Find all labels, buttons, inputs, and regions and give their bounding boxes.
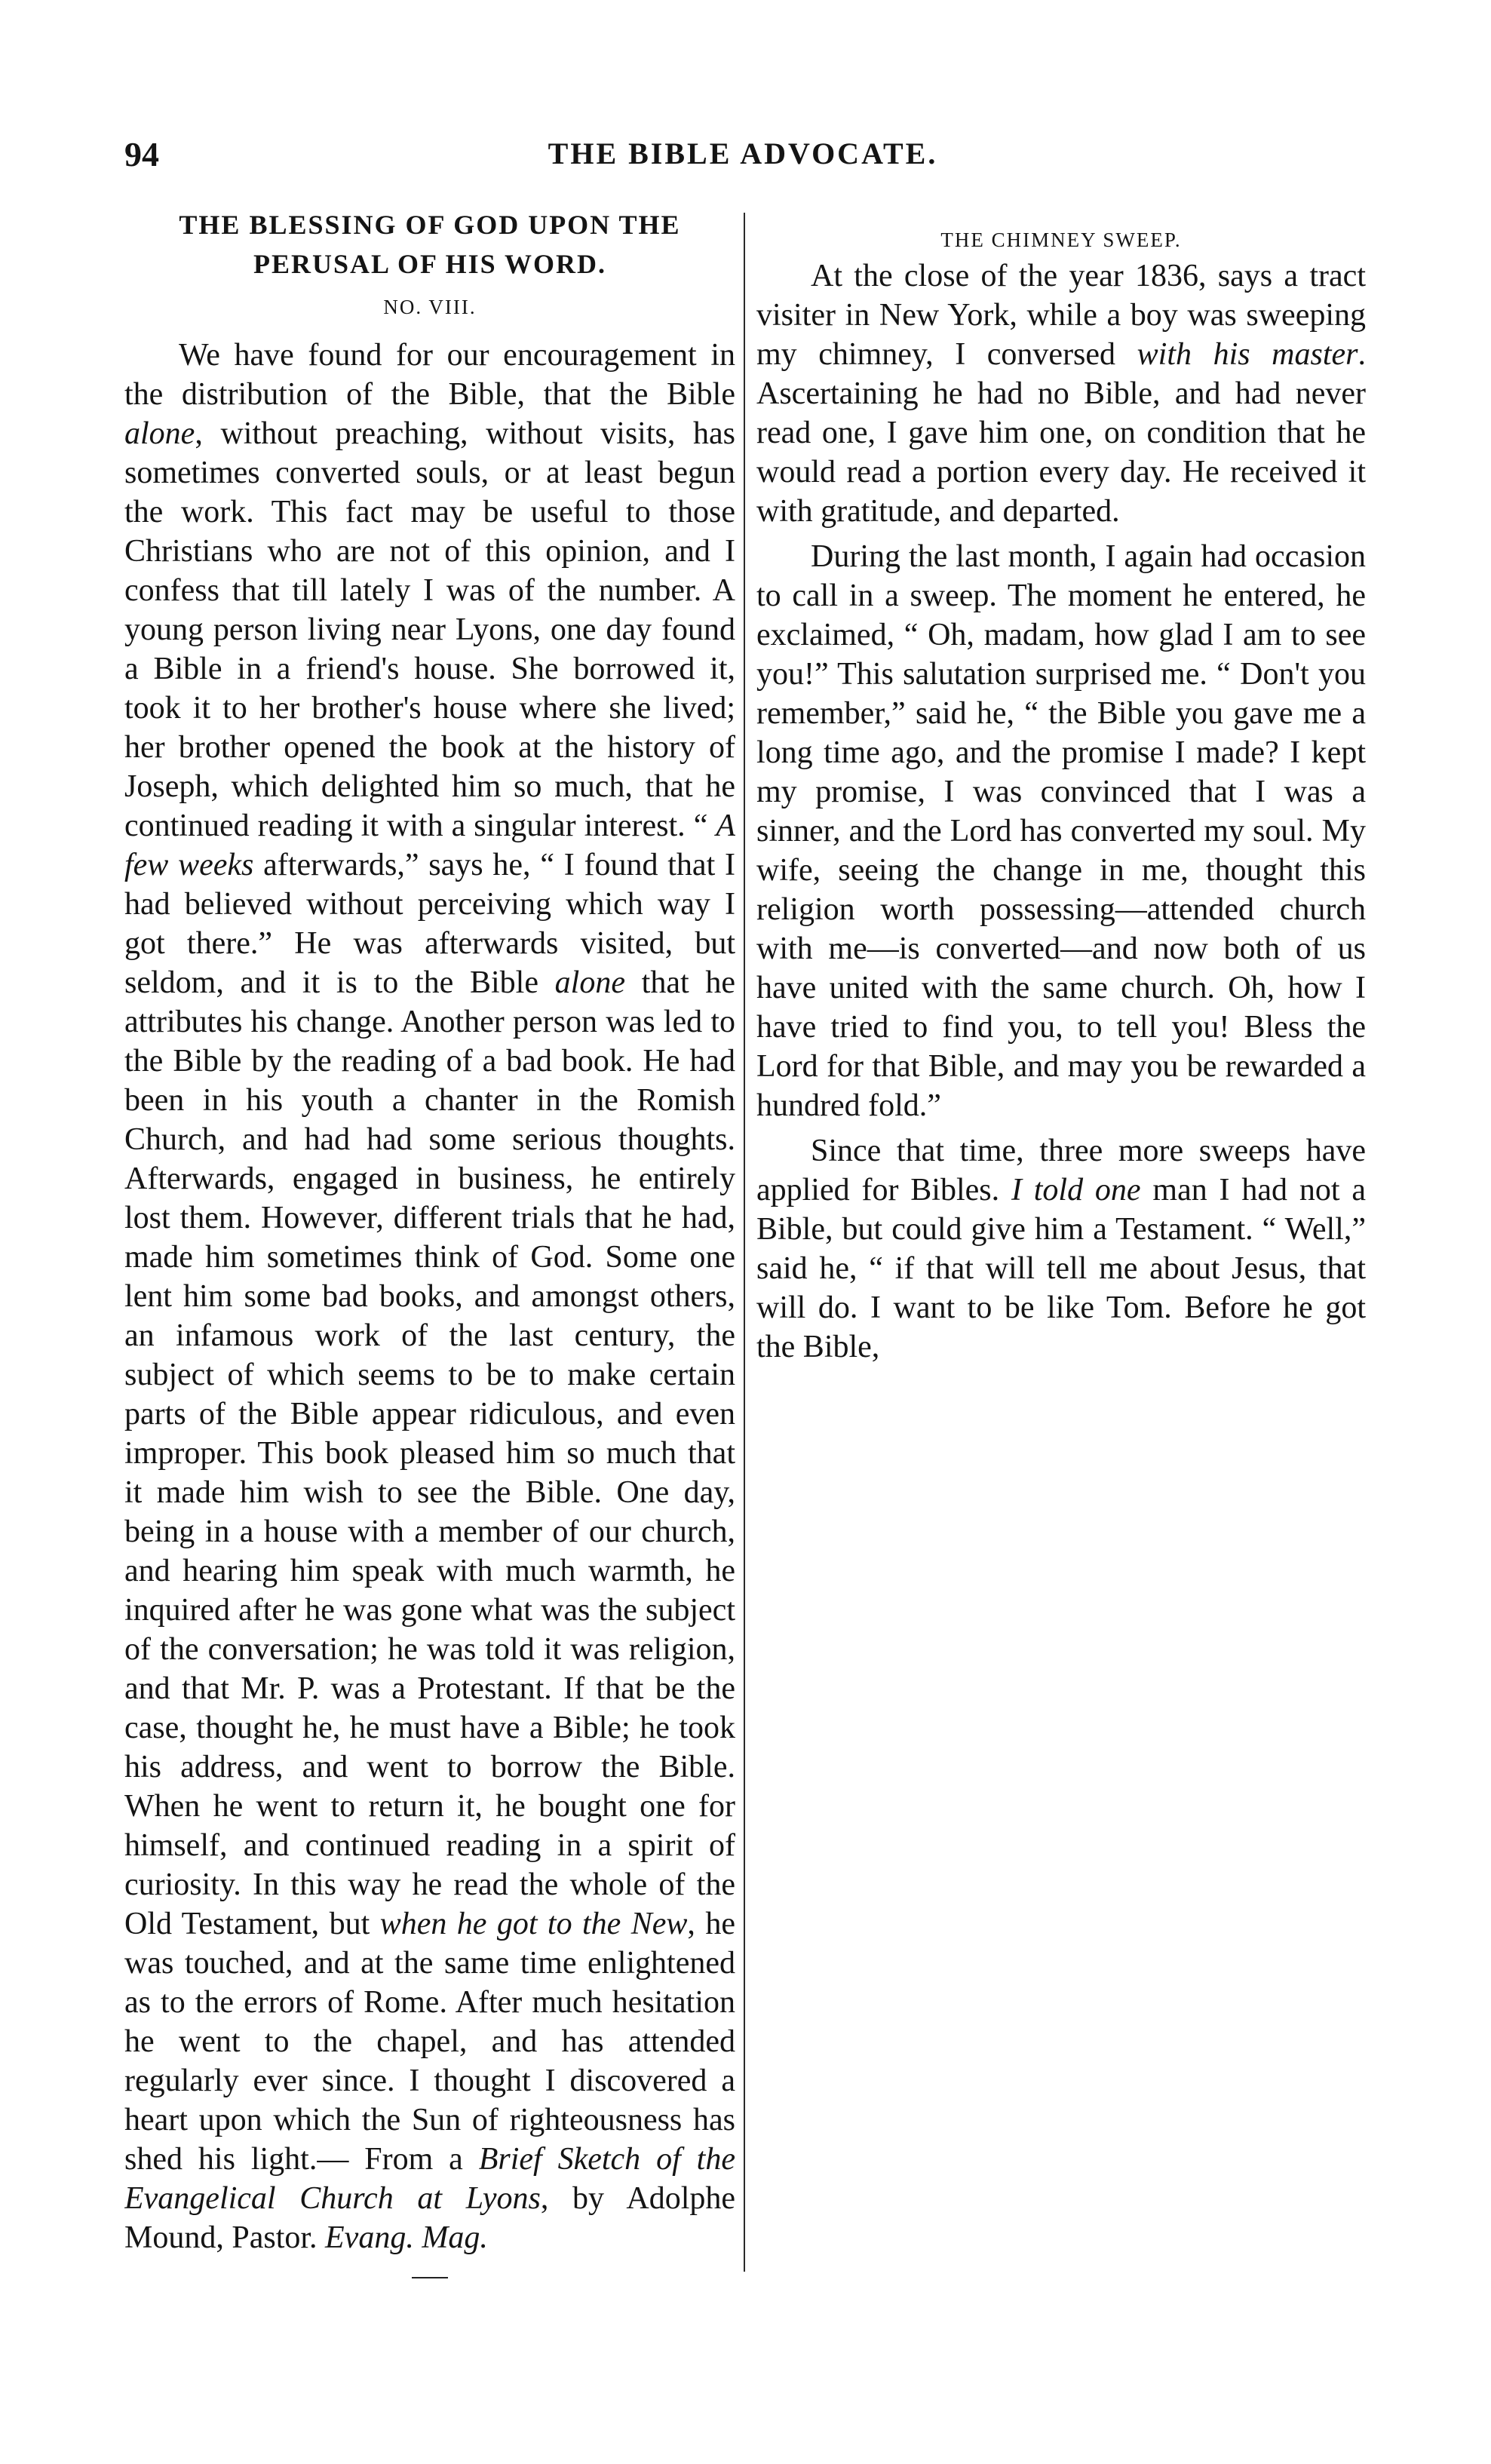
section-separator (412, 2277, 448, 2278)
emphasis: A few weeks (124, 809, 735, 882)
text-run: . Ascertaining he had no Bible, and had never read one, I gave him one, on condition that he would read a portion every day. He received it with gratitude, and departed. (756, 337, 1366, 529)
text-run: that he attributes his change. Another person was led to the Bible by the reading of a bad book. He had been in his youth a chanter in the Romish Church, and had had some serious thoughts. Afterwards, engaged in business, he entirely lost them. However, different trials that he had, made him sometimes think of God. Some one lent him some bad books, and amongst others, an infamous work of the last century, the subject of which seems to be to make certain parts of the Bible appear ridiculous, and even improper. This book pleased him so much that it made him wish to see the Bible. One day, being in a house with a member of our church, and hearing him speak with much warmth, he inquired after he was gone what was the subject of the conversation; he was told it was religion, and that Mr. P. was a Protestant. If that be the case, thought he, he must have a Bible; he took his address, and went to borrow the Bible. When he went to return it, he bought one for himself, and continued reading in a spirit of curiosity. In this way he read the whole of the Old Testament, but (124, 965, 735, 1941)
article-paragraph: During the last month, I again had occasion to call in a sweep. The moment he entered, he exclaimed, “ Oh, madam, how glad I am to see you!” This salutation surprised me. “ Don't you remember,” said he, “ the Bible you gave me a long time ago, and the promise I made? I kept my promise, I was convinced that I was a sinner, and the Lord has converted my soul. My wife, seeing the change in me, thought this religion worth possessing—attended church with me—is converted—and now both of us have united with the same church. Oh, how I have tried to find you, to tell you! Bless the Lord for that Bible, and may you be rewarded a hundred fold.” (756, 539, 1366, 1123)
article-paragraph (756, 1131, 1366, 1367)
article-title: THE BLESSING OF GOD UPON THE PERUSAL OF HIS WORD. (179, 210, 681, 279)
text-run: , by Adolphe Mound, Pastor. (124, 2181, 735, 2255)
citation-title: Brief Sketch of the Evangelical Church at Lyons (124, 2142, 735, 2216)
text-run: Since that time, three more sweeps have applied for Bibles. (756, 1134, 1366, 1207)
article-number: NO. VIII. (383, 296, 477, 318)
article-paragraph (124, 336, 735, 2257)
running-title: THE BIBLE ADVOCATE. (548, 137, 938, 170)
article-flow-continued (756, 205, 1366, 1367)
column-rule (744, 213, 745, 2272)
emphasis: alone (124, 416, 195, 451)
article-paragraph (756, 256, 1366, 531)
emphasis: with his master (1137, 337, 1358, 372)
text-run: , he was touched, and at the same time enlightened as to the errors of Rome. After much hesitation he went to the chapel, and has attended regularly ever since. I thought I discovered a heart upon which the Sun of righteousness has shed his light.— From a (124, 1907, 735, 2177)
text-run: man I had not a Bible, but could give him a Testament. “ Well,” said he, “ if that will tell me about Jesus, that will do. I want to be like Tom. Before he got the Bible, (756, 1173, 1366, 1364)
text-run: At the close of the year 1836, says a tract visiter in New York, while a boy was sweeping my chimney, I conversed (756, 259, 1366, 372)
page-number: 94 (124, 135, 159, 173)
text-run: , without preaching, without visits, has sometimes converted souls, or at least begun the work. This fact may be useful to those Christians who are not of this opinion, and I confess that till lately I was of the number. A young person living near Lyons, one day found a Bible in a friend's house. She borrowed it, took it to her brother's house where she lived; her brother opened the book at the history of Joseph, which delighted him so much, that he continued reading it with a singular interest. “ (124, 416, 735, 843)
text-run: afterwards,” says he, “ I found that I had believed without perceiving which way I got there.” He was afterwards visited, but seldom, and it is to the Bible (124, 848, 735, 1000)
section-heading: THE CHIMNEY SWEEP. (940, 229, 1182, 251)
article-flow (124, 205, 735, 2287)
emphasis: when he got to the New (379, 1907, 688, 1941)
flow-left (124, 205, 735, 2287)
page-header (124, 134, 1361, 180)
emphasis: alone (554, 965, 625, 1000)
citation-source: Evang. Mag. (325, 2220, 488, 2255)
flow-right (756, 205, 1366, 2287)
text-run: We have found for our encouragement in the distribution of the Bible, that the Bible (124, 338, 735, 412)
emphasis: I told one (1011, 1173, 1141, 1207)
